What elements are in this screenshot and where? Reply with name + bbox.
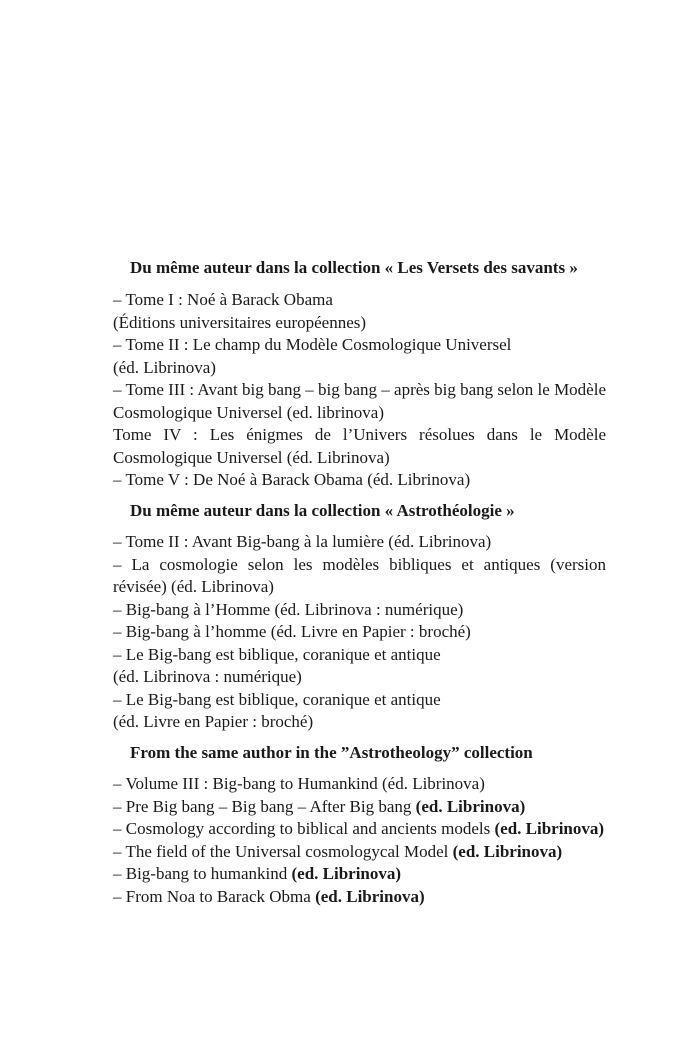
item-text: – From Noa to Barack Obma xyxy=(113,886,316,906)
item-text: – Pre Big bang – Big bang – After Big bang xyxy=(113,796,416,816)
item-edition: (ed. Librinova) xyxy=(415,796,526,816)
list-item: (éd. Livre en Papier : broché) xyxy=(113,712,314,731)
item-text: – Cosmology according to biblical and ancients models xyxy=(113,819,495,838)
list-item xyxy=(113,773,606,796)
section-title: From the same author in the ”Astrotheology” collection xyxy=(130,742,533,762)
list-item: – Tome V : De Noé à Barack Obama (éd. Librinova) xyxy=(113,470,471,489)
item-text: – Volume III : Big-bang to Humankind (éd. Librinova) xyxy=(113,774,485,793)
item-edition: (ed. Librinova) xyxy=(452,841,563,861)
section-astrotheologie xyxy=(113,500,606,734)
book-list xyxy=(113,289,606,492)
item-edition: (ed. Librinova) xyxy=(315,886,425,906)
list-item: – Big-bang à l’Homme (éd. Librinova : numérique) xyxy=(113,599,464,619)
section-versets xyxy=(113,256,606,492)
list-item: – Big-bang à l’homme (éd. Livre en Papier : broché) xyxy=(113,622,471,641)
list-item xyxy=(113,796,606,819)
item-edition: (ed. Librinova) xyxy=(291,864,402,883)
list-item xyxy=(113,818,606,841)
book-list xyxy=(113,773,606,908)
item-text: – The field of the Universal cosmologycal Model xyxy=(113,841,453,861)
list-item: – Tome I : Noé à Barack Obama xyxy=(113,290,333,309)
list-item xyxy=(113,886,606,909)
section-title: Du même auteur dans la collection « Astrothéologie » xyxy=(130,500,515,520)
bibliography xyxy=(113,256,606,916)
list-item: – Le Big-bang est biblique, coranique et antique xyxy=(113,689,441,709)
list-item: (Éditions universitaires européennes) xyxy=(113,312,367,332)
list-item xyxy=(113,841,606,864)
list-item: – Tome III : Avant big bang – big bang – après big bang selon le Modèle Cosmologique Universel (ed. librinova) xyxy=(113,380,606,422)
list-item: – La cosmologie selon les modèles bibliques et antiques (version révisée) (éd. Librinova) xyxy=(113,554,606,596)
list-item: – Tome II : Avant Big-bang à la lumière (éd. Librinova) xyxy=(113,532,492,551)
book-list xyxy=(113,531,606,734)
item-edition: (ed. Librinova) xyxy=(494,819,605,838)
list-item: Tome IV : Les énigmes de l’Univers résolues dans le Modèle Cosmologique Universel (éd. Librinova) xyxy=(113,425,606,467)
list-item: – Tome II : Le champ du Modèle Cosmologique Universel xyxy=(113,335,512,354)
list-item: (éd. Librinova) xyxy=(113,357,216,377)
section-astrotheology-en xyxy=(113,742,606,909)
list-item: (éd. Librinova : numérique) xyxy=(113,667,302,686)
section-title: Du même auteur dans la collection « Les Versets des savants » xyxy=(130,258,578,277)
item-text: – Big-bang to humankind xyxy=(113,864,292,883)
list-item: – Le Big-bang est biblique, coranique et antique xyxy=(113,644,441,664)
list-item xyxy=(113,863,606,886)
